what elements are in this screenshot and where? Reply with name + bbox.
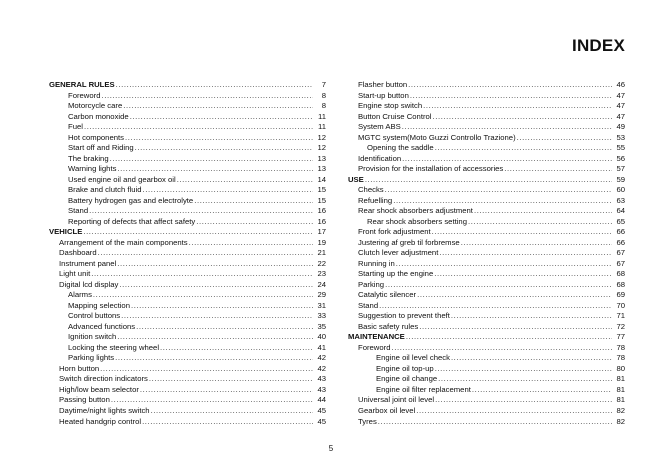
entry-label: Locking the steering wheel xyxy=(68,342,160,352)
index-entry xyxy=(49,101,326,112)
entry-page-number: 47 xyxy=(616,90,625,100)
entry-page-number: 72 xyxy=(616,321,625,331)
index-entry xyxy=(49,217,326,228)
entry-page-number: 82 xyxy=(616,405,625,415)
entry-label: Dashboard xyxy=(59,248,97,258)
dot-leader xyxy=(98,248,313,259)
entry-label: MGTC system(Moto Guzzi Controllo Trazione) xyxy=(358,132,516,142)
entry-label: Opening the saddle xyxy=(367,143,434,153)
entry-page-number: 78 xyxy=(616,342,625,352)
entry-label: Start off and Riding xyxy=(68,143,134,153)
entry-label: Parking lights xyxy=(68,353,115,363)
index-entry xyxy=(49,343,326,354)
entry-page-number: 35 xyxy=(317,321,326,331)
dot-leader xyxy=(91,269,313,280)
dot-leader xyxy=(123,101,313,112)
entry-label: Engine oil filter replacement xyxy=(376,384,471,394)
entry-label: Engine oil level check xyxy=(376,353,450,363)
index-entry xyxy=(49,374,326,385)
index-entry xyxy=(348,206,625,217)
index-entry xyxy=(49,395,326,406)
entry-label: Warning lights xyxy=(68,164,117,174)
entry-label: Hot components xyxy=(68,132,124,142)
dot-leader xyxy=(136,322,313,333)
index-entry xyxy=(49,185,326,196)
index-entry xyxy=(49,311,326,322)
dot-leader xyxy=(379,301,612,312)
entry-label: The braking xyxy=(68,153,109,163)
index-section-entry xyxy=(348,175,625,186)
entry-page-number: 64 xyxy=(616,206,625,216)
entry-label: MAINTENANCE xyxy=(348,332,405,342)
entry-label: Starting up the engine xyxy=(358,269,434,279)
dot-leader xyxy=(196,217,313,228)
index-entry xyxy=(49,322,326,333)
dot-leader xyxy=(130,112,313,123)
index-entry xyxy=(49,238,326,249)
index-entry xyxy=(49,154,326,165)
entry-page-number: 67 xyxy=(616,258,625,268)
dot-leader xyxy=(177,175,313,186)
entry-label: Running in xyxy=(358,258,395,268)
entry-page-number: 45 xyxy=(317,416,326,426)
index-entry xyxy=(49,133,326,144)
entry-page-number: 17 xyxy=(317,227,326,237)
dot-leader xyxy=(160,343,313,354)
entry-label: Provision for the installation of accessories xyxy=(358,164,504,174)
index-entry xyxy=(49,206,326,217)
entry-label: Used engine oil and gearbox oil xyxy=(68,174,176,184)
entry-label: Clutch lever adjustment xyxy=(358,248,439,258)
entry-label: Battery hydrogen gas and electrolyte xyxy=(68,195,194,205)
entry-label: Instrument panel xyxy=(59,258,117,268)
entry-label: Engine stop switch xyxy=(358,101,423,111)
dot-leader xyxy=(142,417,313,428)
dot-leader xyxy=(100,364,313,375)
index-entry xyxy=(348,417,625,428)
entry-page-number: 41 xyxy=(317,342,326,352)
index-entry xyxy=(348,395,625,406)
index-entry xyxy=(348,280,625,291)
dot-leader xyxy=(385,280,612,291)
entry-label: Brake and clutch fluid xyxy=(68,185,142,195)
entry-page-number: 24 xyxy=(317,279,326,289)
index-entry xyxy=(49,248,326,259)
dot-leader xyxy=(433,112,613,123)
entry-page-number: 33 xyxy=(317,311,326,321)
dot-leader xyxy=(135,143,313,154)
entry-label: High/low beam selector xyxy=(59,384,139,394)
entry-label: System ABS xyxy=(358,122,401,132)
index-section-entry xyxy=(348,332,625,343)
index-entry xyxy=(348,80,625,91)
page-title: INDEX xyxy=(572,36,625,55)
index-entry xyxy=(348,248,625,259)
index-entry xyxy=(348,269,625,280)
dot-leader xyxy=(451,311,612,322)
entry-page-number: 42 xyxy=(317,353,326,363)
entry-page-number: 82 xyxy=(616,416,625,426)
dot-leader xyxy=(121,311,313,322)
entry-label: Switch direction indicators xyxy=(59,374,148,384)
entry-label: Heated handgrip control xyxy=(59,416,142,426)
index-entry xyxy=(348,406,625,417)
index-column-right xyxy=(348,80,625,427)
dot-leader xyxy=(408,80,612,91)
dot-leader xyxy=(110,154,313,165)
entry-page-number: 65 xyxy=(616,216,625,226)
entry-page-number: 21 xyxy=(317,248,326,258)
dot-leader xyxy=(419,322,612,333)
dot-leader xyxy=(189,238,313,249)
dot-leader xyxy=(402,122,612,133)
index-entry xyxy=(49,417,326,428)
index-column-left xyxy=(49,80,326,427)
dot-leader xyxy=(439,248,612,259)
dot-leader xyxy=(149,374,313,385)
dot-leader xyxy=(84,122,313,133)
entry-page-number: 43 xyxy=(317,384,326,394)
entry-page-number: 68 xyxy=(616,269,625,279)
index-entry xyxy=(49,112,326,123)
entry-page-number: 57 xyxy=(616,164,625,174)
dot-leader xyxy=(461,238,612,249)
dot-leader xyxy=(93,290,313,301)
index-entry xyxy=(348,217,625,228)
entry-page-number: 66 xyxy=(616,237,625,247)
entry-page-number: 13 xyxy=(317,153,326,163)
entry-page-number: 8 xyxy=(321,101,326,111)
index-entry xyxy=(348,143,625,154)
index-entry xyxy=(49,406,326,417)
index-entry xyxy=(49,259,326,270)
index-entry xyxy=(348,385,625,396)
entry-page-number: 15 xyxy=(317,185,326,195)
index-entry xyxy=(348,133,625,144)
entry-page-number: 71 xyxy=(616,311,625,321)
entry-page-number: 66 xyxy=(616,227,625,237)
entry-page-number: 46 xyxy=(616,80,625,89)
entry-page-number: 23 xyxy=(317,269,326,279)
index-entry xyxy=(348,154,625,165)
entry-page-number: 11 xyxy=(318,111,326,121)
index-entry xyxy=(49,164,326,175)
entry-page-number: 59 xyxy=(616,174,625,184)
entry-page-number: 11 xyxy=(318,122,326,132)
index-entry xyxy=(348,374,625,385)
dot-leader xyxy=(451,353,612,364)
dot-leader xyxy=(393,196,612,207)
entry-label: Mapping selection xyxy=(68,300,130,310)
entry-page-number: 47 xyxy=(616,101,625,111)
entry-label: Justering af greb til forbremse xyxy=(358,237,460,247)
entry-label: VEHICLE xyxy=(49,227,83,237)
index-entry xyxy=(49,280,326,291)
entry-label: Digital lcd display xyxy=(59,279,119,289)
entry-label: Gearbox oil level xyxy=(358,405,416,415)
entry-page-number: 80 xyxy=(616,363,625,373)
entry-label: Refuelling xyxy=(358,195,393,205)
dot-leader xyxy=(474,206,612,217)
entry-page-number: 81 xyxy=(616,374,625,384)
entry-page-number: 55 xyxy=(616,143,625,153)
index-entry xyxy=(49,175,326,186)
entry-page-number: 15 xyxy=(317,195,326,205)
dot-leader xyxy=(396,259,612,270)
dot-leader xyxy=(432,227,612,238)
dot-leader xyxy=(434,269,612,280)
entry-label: Front fork adjustment xyxy=(358,227,431,237)
entry-page-number: 81 xyxy=(616,384,625,394)
entry-page-number: 67 xyxy=(616,248,625,258)
dot-leader xyxy=(504,164,612,175)
entry-page-number: 16 xyxy=(317,206,326,216)
dot-leader xyxy=(143,185,313,196)
entry-page-number: 78 xyxy=(616,353,625,363)
entry-page-number: 44 xyxy=(317,395,326,405)
dot-leader xyxy=(151,406,313,417)
index-entry xyxy=(49,143,326,154)
entry-page-number: 47 xyxy=(616,111,625,121)
entry-label: Identification xyxy=(358,153,402,163)
index-entry xyxy=(49,364,326,375)
index-entry xyxy=(348,112,625,123)
index-entry xyxy=(348,259,625,270)
dot-leader xyxy=(417,290,612,301)
dot-leader xyxy=(131,301,313,312)
entry-page-number: 12 xyxy=(317,132,326,142)
entry-label: Foreword xyxy=(358,342,391,352)
dot-leader xyxy=(406,332,612,343)
entry-page-number: 45 xyxy=(317,405,326,415)
index-entry xyxy=(49,385,326,396)
index-section-entry xyxy=(49,80,326,91)
index-entry xyxy=(348,122,625,133)
entry-label: Motorcycle care xyxy=(68,101,123,111)
entry-label: GENERAL RULES xyxy=(49,80,115,89)
dot-leader xyxy=(435,364,612,375)
dot-leader xyxy=(423,101,612,112)
page-number: 5 xyxy=(328,444,334,453)
index-entry xyxy=(348,311,625,322)
entry-label: Reporting of defects that affect safety xyxy=(68,216,196,226)
entry-label: Engine oil change xyxy=(376,374,438,384)
index-entry xyxy=(49,301,326,312)
entry-label: Universal joint oil level xyxy=(358,395,435,405)
entry-label: USE xyxy=(348,174,364,184)
entry-label: Passing button xyxy=(59,395,110,405)
dot-leader xyxy=(438,374,612,385)
entry-label: Carbon monoxide xyxy=(68,111,129,121)
index-entry xyxy=(49,269,326,280)
index-entry xyxy=(348,91,625,102)
index-entry xyxy=(49,290,326,301)
entry-page-number: 22 xyxy=(317,258,326,268)
entry-label: Rear shock absorbers setting xyxy=(367,216,467,226)
entry-page-number: 43 xyxy=(317,374,326,384)
entry-page-number: 42 xyxy=(317,363,326,373)
entry-page-number: 60 xyxy=(616,185,625,195)
entry-label: Alarms xyxy=(68,290,92,300)
index-entry xyxy=(348,101,625,112)
dot-leader xyxy=(116,80,313,91)
index-entry xyxy=(49,196,326,207)
entry-label: Light unit xyxy=(59,269,91,279)
entry-page-number: 19 xyxy=(317,237,326,247)
entry-label: Suggestion to prevent theft xyxy=(358,311,450,321)
entry-page-number: 40 xyxy=(317,332,326,342)
index-entry xyxy=(348,322,625,333)
dot-leader xyxy=(378,417,612,428)
entry-label: Parking xyxy=(358,279,385,289)
index-entry xyxy=(348,196,625,207)
index-entry xyxy=(348,353,625,364)
index-entry xyxy=(348,290,625,301)
index-entry xyxy=(49,122,326,133)
entry-label: Tyres xyxy=(358,416,377,426)
dot-leader xyxy=(468,217,612,228)
dot-leader xyxy=(140,385,313,396)
index-entry xyxy=(348,364,625,375)
index-section-entry xyxy=(49,227,326,238)
dot-leader xyxy=(365,175,612,186)
entry-label: Checks xyxy=(358,185,384,195)
entry-page-number: 63 xyxy=(616,195,625,205)
index-entry xyxy=(348,164,625,175)
dot-leader xyxy=(89,206,313,217)
dot-leader xyxy=(117,332,313,343)
dot-leader xyxy=(111,395,313,406)
entry-page-number: 31 xyxy=(317,300,326,310)
entry-page-number: 14 xyxy=(317,174,326,184)
dot-leader xyxy=(435,395,612,406)
entry-page-number: 8 xyxy=(321,90,326,100)
entry-page-number: 7 xyxy=(321,80,326,89)
entry-label: Stand xyxy=(68,206,89,216)
entry-page-number: 12 xyxy=(317,143,326,153)
entry-page-number: 13 xyxy=(317,164,326,174)
entry-label: Catalytic silencer xyxy=(358,290,417,300)
entry-label: Basic safety rules xyxy=(358,321,419,331)
dot-leader xyxy=(101,91,313,102)
entry-page-number: 70 xyxy=(616,300,625,310)
entry-label: Foreword xyxy=(68,90,101,100)
entry-label: Engine oil top-up xyxy=(376,363,434,373)
entry-page-number: 81 xyxy=(616,395,625,405)
index-entry xyxy=(49,332,326,343)
index-entry xyxy=(49,91,326,102)
dot-leader xyxy=(119,280,313,291)
dot-leader xyxy=(385,185,612,196)
entry-page-number: 56 xyxy=(616,153,625,163)
entry-page-number: 49 xyxy=(616,122,625,132)
dot-leader xyxy=(391,343,612,354)
dot-leader xyxy=(472,385,612,396)
entry-label: Button Cruise Control xyxy=(358,111,432,121)
index-entry xyxy=(348,301,625,312)
entry-page-number: 77 xyxy=(616,332,625,342)
dot-leader xyxy=(194,196,313,207)
entry-page-number: 16 xyxy=(317,216,326,226)
entry-label: Ignition switch xyxy=(68,332,117,342)
entry-label: Arrangement of the main components xyxy=(59,237,188,247)
dot-leader xyxy=(125,133,313,144)
entry-page-number: 68 xyxy=(616,279,625,289)
dot-leader xyxy=(410,91,612,102)
entry-page-number: 29 xyxy=(317,290,326,300)
dot-leader xyxy=(517,133,612,144)
entry-label: Daytime/night lights switch xyxy=(59,405,150,415)
entry-label: Control buttons xyxy=(68,311,121,321)
entry-page-number: 69 xyxy=(616,290,625,300)
dot-leader xyxy=(117,164,313,175)
dot-leader xyxy=(83,227,313,238)
entry-label: Rear shock absorbers adjustment xyxy=(358,206,473,216)
entry-label: Start-up button xyxy=(358,90,409,100)
dot-leader xyxy=(117,259,313,270)
entry-label: Stand xyxy=(358,300,379,310)
index-entry xyxy=(348,238,625,249)
dot-leader xyxy=(115,353,313,364)
entry-label: Flasher button xyxy=(358,80,408,89)
entry-label: Fuel xyxy=(68,122,83,132)
entry-label: Advanced functions xyxy=(68,321,136,331)
entry-page-number: 53 xyxy=(616,132,625,142)
dot-leader xyxy=(416,406,612,417)
dot-leader xyxy=(402,154,612,165)
index-entry xyxy=(348,185,625,196)
entry-label: Horn button xyxy=(59,363,100,373)
index-entry xyxy=(348,343,625,354)
dot-leader xyxy=(435,143,612,154)
index-entry xyxy=(49,353,326,364)
index-entry xyxy=(348,227,625,238)
